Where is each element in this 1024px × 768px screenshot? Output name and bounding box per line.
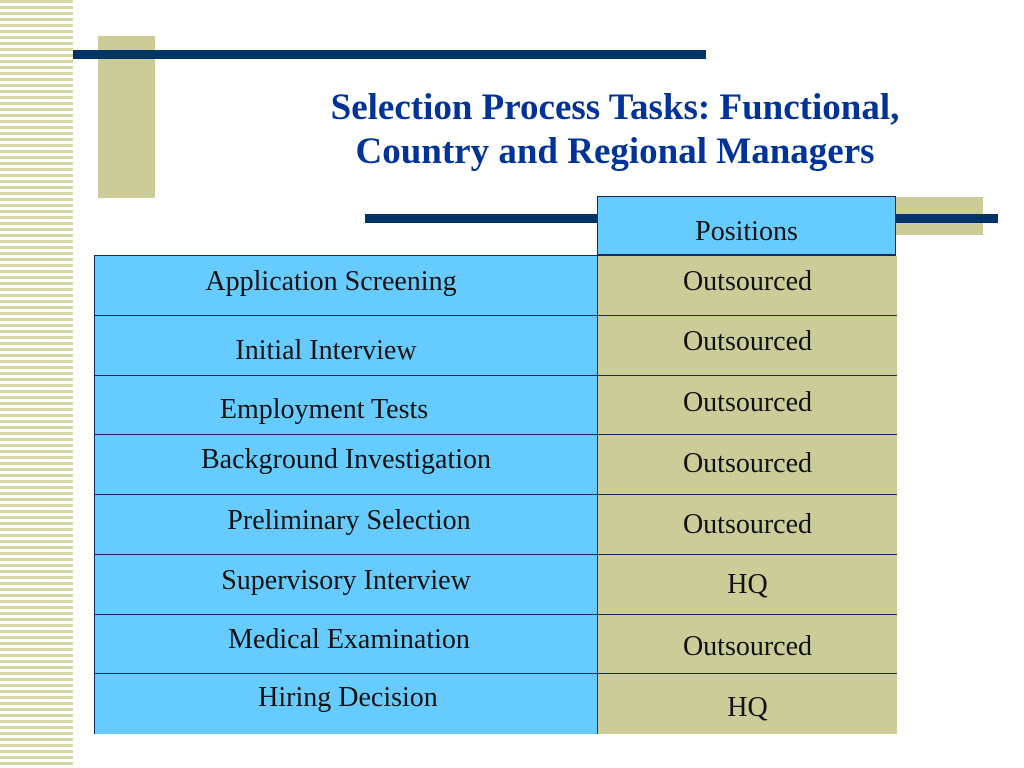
table-row-position: Outsourced <box>598 376 897 436</box>
table-row-position: HQ <box>598 555 897 615</box>
table-row-task: Background Investigation <box>95 435 598 495</box>
table-row-task: Initial Interview <box>95 316 598 376</box>
title-line-2: Country and Regional Managers <box>355 131 875 172</box>
selection-tasks-table <box>94 255 896 734</box>
positions-header: Positions <box>597 196 896 255</box>
table-row-task: Employment Tests <box>95 376 598 436</box>
decorative-stripes <box>0 0 73 768</box>
slide-title <box>200 86 1024 174</box>
table-row-position: Outsourced <box>598 615 897 675</box>
title-line-1: Selection Process Tasks: Functional, <box>330 87 900 128</box>
table-row-position: Outsourced <box>598 435 897 495</box>
table-row-position: Outsourced <box>598 316 897 376</box>
table-row-position: HQ <box>598 674 897 734</box>
table-row-position: Outsourced <box>598 256 897 316</box>
table-row-task: Preliminary Selection <box>95 495 598 555</box>
table-row-task: Medical Examination <box>95 615 598 675</box>
decorative-tan-block-top <box>98 36 155 198</box>
table-row-task: Application Screening <box>95 256 598 316</box>
decorative-bar-top <box>73 50 706 59</box>
table-row-task: Supervisory Interview <box>95 555 598 615</box>
table-row-position: Outsourced <box>598 495 897 555</box>
table-row-task: Hiring Decision <box>95 674 598 734</box>
